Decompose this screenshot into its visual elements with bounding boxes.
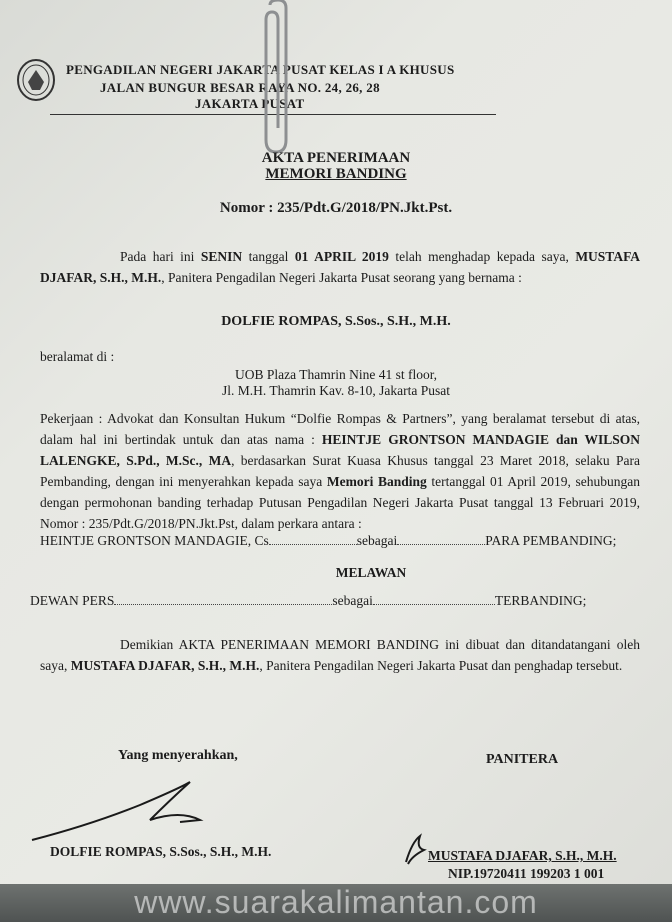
document-number: Nomor : 235/Pdt.G/2018/PN.Jkt.Pst.	[219, 200, 453, 216]
court-name: PENGADILAN NEGERI JAKARTA PUSAT KELAS I A KHUSUS	[66, 62, 455, 77]
court-city: JAKARTA PUSAT	[195, 96, 305, 111]
paper-clip-icon	[250, 0, 300, 160]
address-line1: UOB Plaza Thamrin Nine 41 st floor,	[234, 367, 438, 382]
address-label: beralamat di :	[40, 349, 115, 364]
clerk-label: PANITERA	[486, 752, 559, 767]
document-title-line2: MEMORI BANDING	[265, 166, 407, 182]
versus-label: MELAWAN	[335, 565, 407, 580]
court-seal-icon	[16, 58, 56, 102]
occupation-paragraph: Pekerjaan : Advokat dan Konsultan Hukum “Dolfie Rompas & Partners”, yang beralamat tersebut di atas, dalam hal ini bertindak untuk dan atas nama : HEINTJE GRONTSON MANDAGIE dan WILSON LALENGKE, S.Pd., M.Sc., MA, berdasarkan Surat Kuasa Khusus tanggal 23 Maret 2018, selaku Para Pembanding, dengan ini menyerahkan kepada saya Memori Banding tertanggal 01 April 2019, sehubungan dengan permohonan banding terhadap Putusan Pengadilan Negeri Jakarta Pusat tanggal 13 Februari 2019, Nomor : 235/Pdt.G/2018/PN.Jkt.Pst, dalam perkara antara :	[40, 411, 640, 531]
address-line2: Jl. M.H. Thamrin Kav. 8-10, Jakarta Pusat	[222, 383, 450, 398]
closing-paragraph: Demikian AKTA PENERIMAAN MEMORI BANDING ini dibuat dan ditandatangani oleh saya, MUSTAFA DJAFAR, S.H., M.H., Panitera Pengadilan Negeri Jakarta Pusat dan penghadap tersebut.	[40, 637, 640, 673]
clerk-name: MUSTAFA DJAFAR, S.H., M.H.	[428, 848, 617, 863]
submitter-name: DOLFIE ROMPAS, S.Sos., S.H., M.H.	[50, 844, 272, 859]
submitter-signature	[30, 770, 230, 850]
submitter-label: Yang menyerahkan,	[118, 748, 238, 763]
respondent-party-line: DEWAN PERS sebagai TERBANDING;	[30, 593, 587, 608]
court-address: JALAN BUNGUR BESAR RAYA NO. 24, 26, 28	[100, 80, 380, 95]
appellant-party-line: HEINTJE GRONTSON MANDAGIE, Cs sebagai PARA PEMBANDING;	[40, 533, 617, 548]
appellant-name: DOLFIE ROMPAS, S.Sos., S.H., M.H.	[221, 314, 451, 329]
document-title-line1: AKTA PENERIMAAN	[261, 150, 411, 166]
watermark: www.suarakalimantan.com	[134, 884, 538, 920]
opening-paragraph: Pada hari ini SENIN tanggal 01 APRIL 2019 telah menghadap kepada saya, MUSTAFA DJAFAR, S.H., M.H., Panitera Pengadilan Negeri Jakarta Pusat seorang yang bernama :	[40, 249, 641, 285]
clerk-nip: NIP.19720411 199203 1 001	[448, 866, 605, 881]
